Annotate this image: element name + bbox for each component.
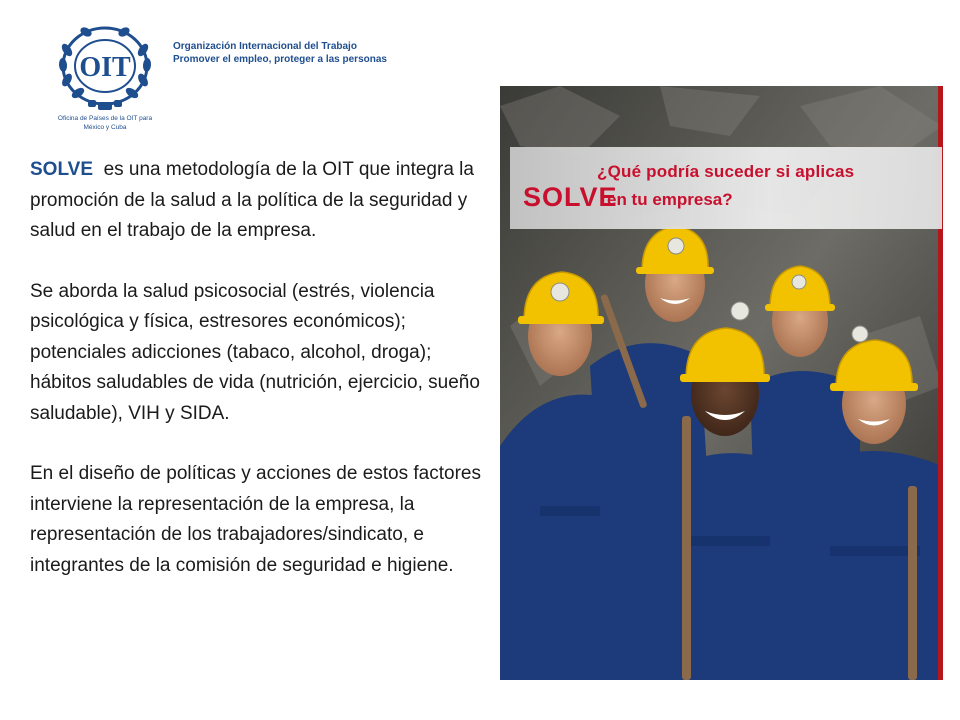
- org-tagline: Promover el empleo, proteger a las personas: [173, 54, 387, 65]
- solve-term: SOLVE: [30, 159, 93, 180]
- org-header: [173, 40, 387, 66]
- body-text: [30, 155, 490, 581]
- banner-question-end: en tu empresa?: [607, 190, 733, 209]
- paragraph-1: [30, 155, 490, 247]
- banner-question: ¿Qué podría suceder si aplicas: [597, 162, 855, 181]
- paragraph-2: Se aborda la salud psicosocial (estrés, violencia psicológica y física, estresores económicos); potenciales adicciones (tabaco, alcohol, droga); hábitos saludables de vida (nutrición, ejercicio, sueño saludable), VIH y SIDA.: [30, 280, 480, 424]
- org-name: Organización Internacional del Trabajo: [173, 41, 357, 52]
- paragraph-1-text: es una metodología de la OIT que integra la promoción de la salud a la política de la seguridad y salud en el trabajo de la empresa.: [30, 159, 474, 241]
- banner-solve-logo: SOLVE: [523, 182, 618, 212]
- ilo-logo-icon: [52, 20, 158, 112]
- logo-caption: Oficina de Países de la OIT para México y Cuba: [57, 115, 153, 131]
- paragraph-3: En el diseño de políticas y acciones de estos factores interviene la representación de la empresa, la representación de los trabajadores/sindicato, e integrantes de la comisión de seguridad e higiene.: [30, 463, 481, 576]
- logo-text: OIT: [79, 52, 131, 83]
